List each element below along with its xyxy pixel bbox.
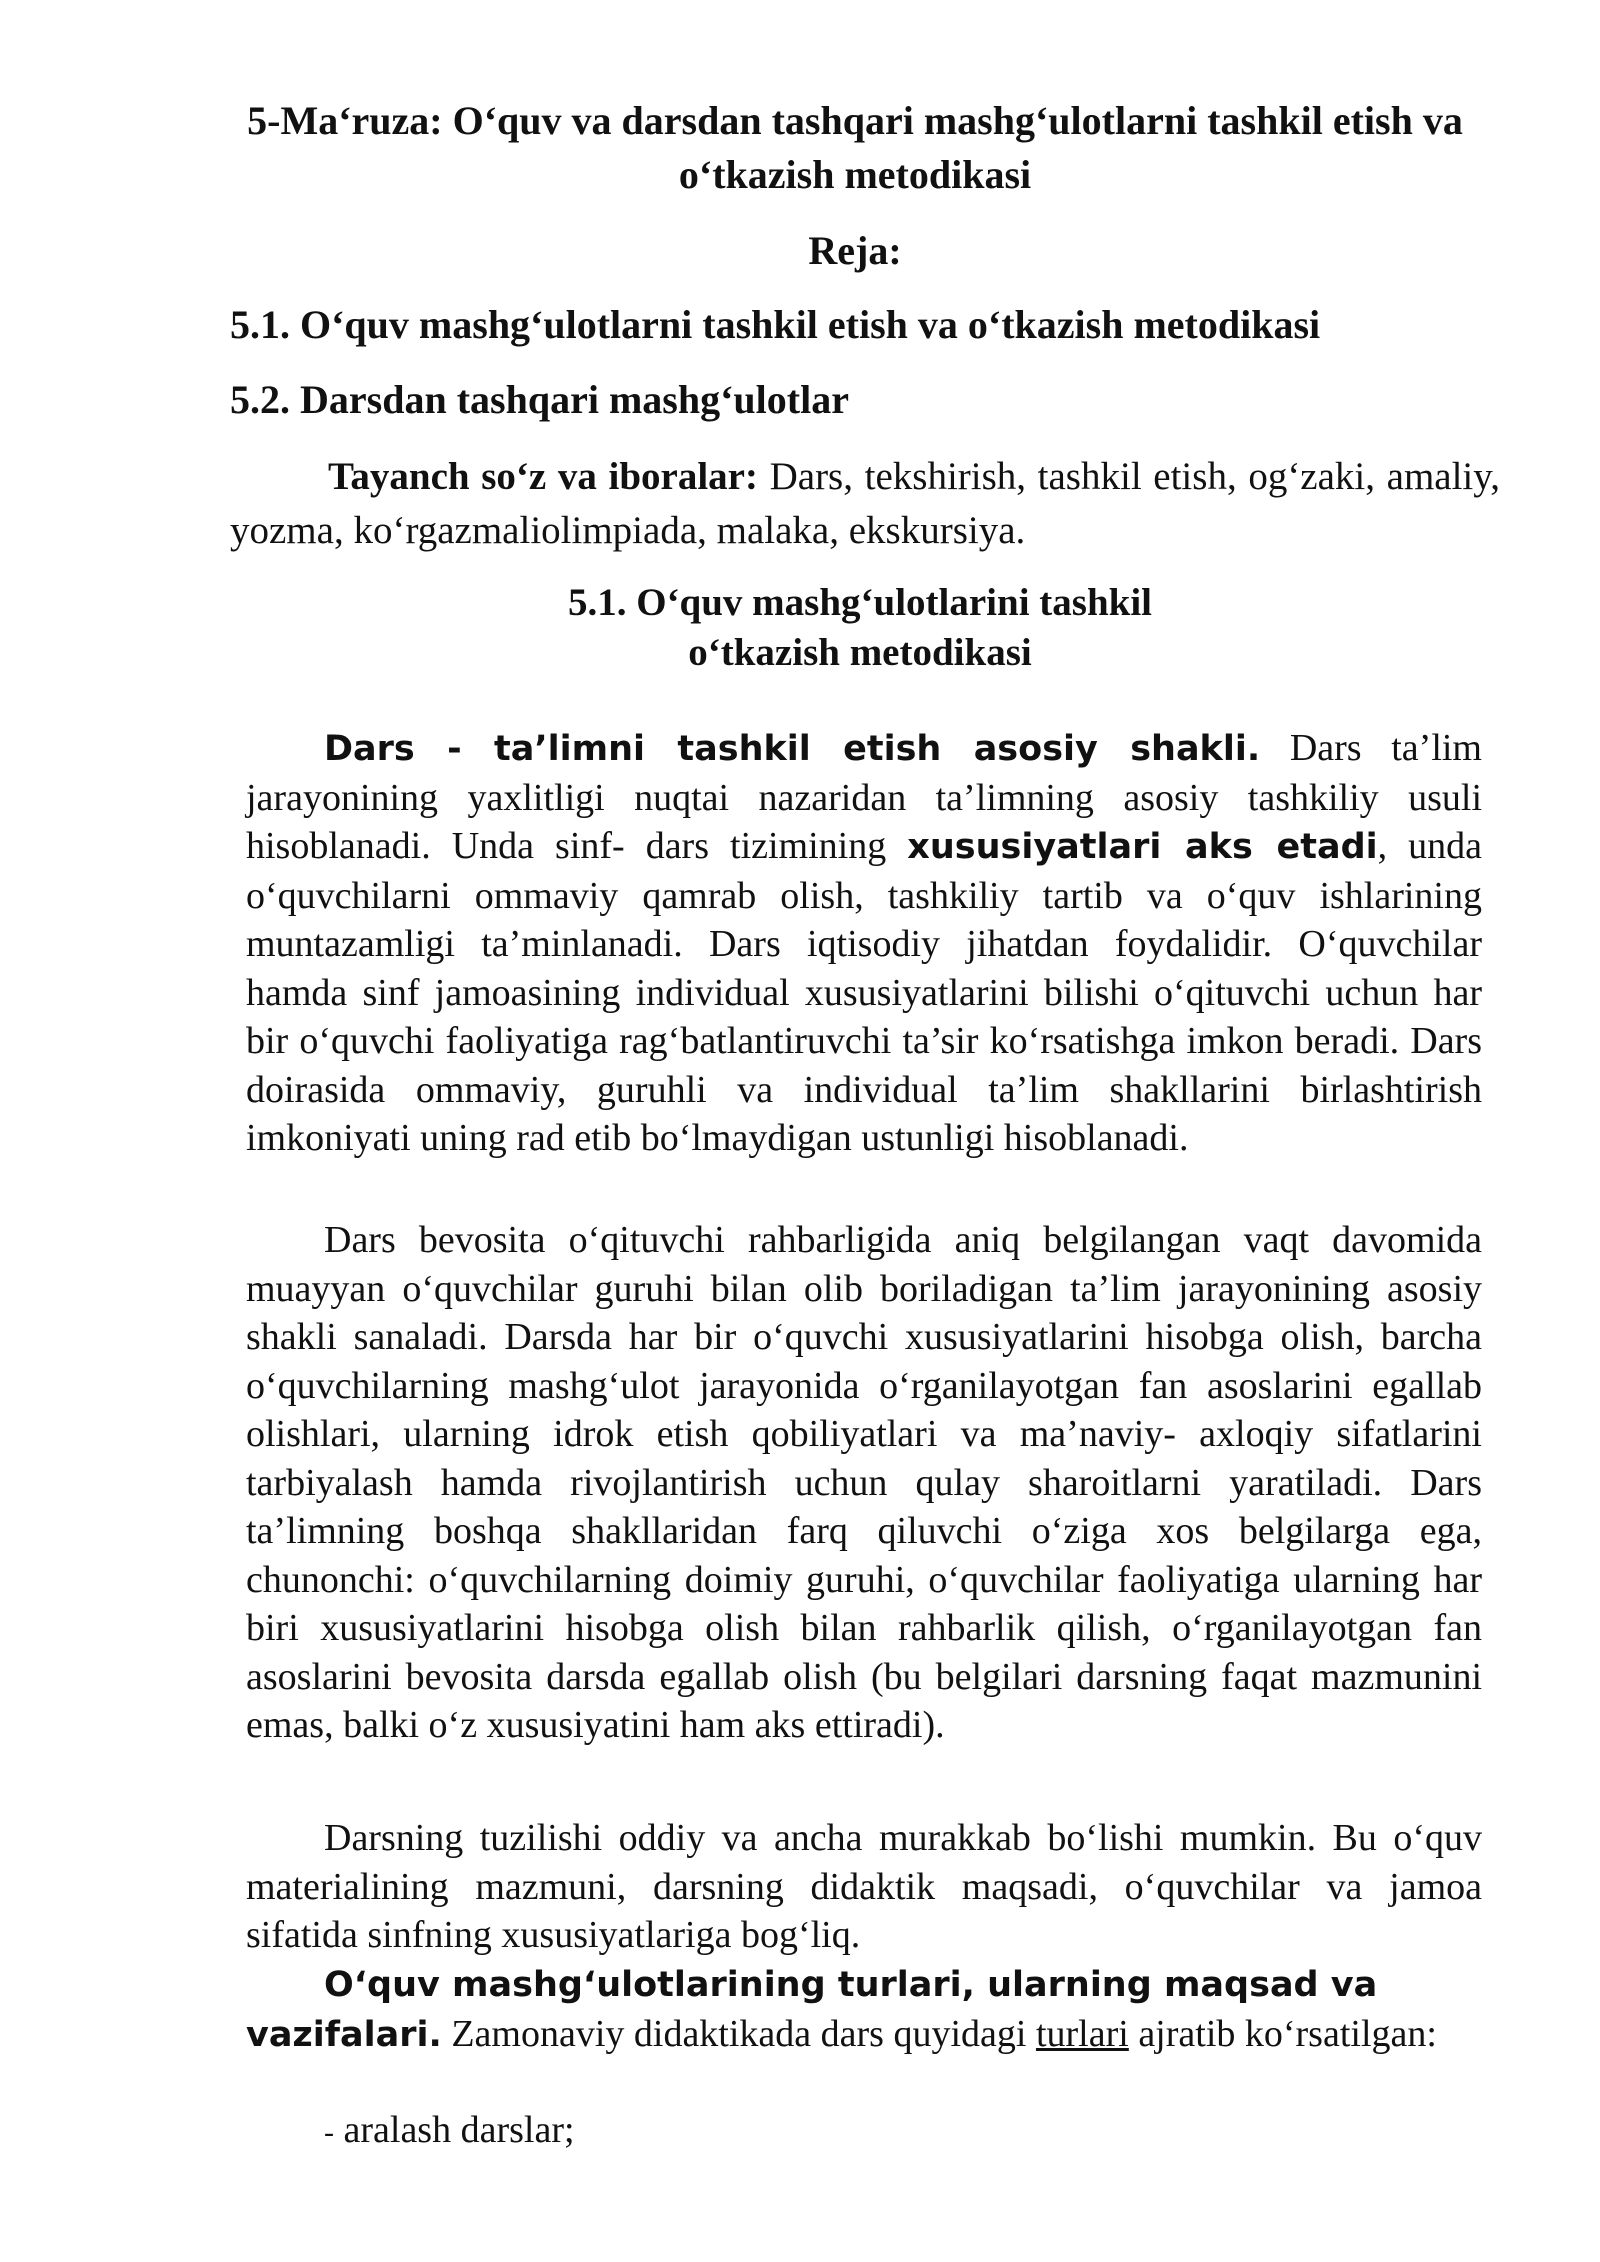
keywords-paragraph bbox=[230, 450, 1500, 558]
keywords-text: Dars, tekshirish, tashkil etish, og‘zaki, amaliy, yozma, ko‘rgazmaliolimpiada, malaka, ekskursiya. bbox=[230, 455, 1500, 552]
list-marker: - bbox=[324, 2116, 334, 2149]
paragraph-4-lead: O‘quv mashg‘ulotlarining turlari, ularning maqsad va vazifalari. bbox=[246, 1965, 1378, 2055]
paragraph-1 bbox=[246, 724, 1482, 1163]
plan-item-1: 5.1. O‘quv mashg‘ulotlarni tashkil etish va o‘tkazish metodikasi bbox=[230, 302, 1321, 347]
list-item-text: aralash darslar; bbox=[343, 2109, 575, 2151]
paragraph-4-text-a: Zamonaviy didaktikada dars quyidagi bbox=[441, 2012, 1036, 2055]
section-heading bbox=[360, 578, 1360, 678]
lecture-title: 5-Ma‘ruza: O‘quv va darsdan tashqari mashg‘ulotlarni tashkil etish va o‘tkazish metodikasi bbox=[247, 98, 1463, 197]
paragraph-1-text-b: , unda o‘quvchilarni ommaviy qamrab olish, tashkiliy tartib va o‘quv ishlarining muntazamligi ta’minlanadi. Dars iqtisodiy jihatdan foydalidir. O‘quvchilar hamda sinf jamoasining individual xususiyatlarini bilishi o‘qituvchi uchun har bir o‘quvchi faoliyatiga rag‘batlantiruvchi ta’sir ko‘rsatishga imkon beradi. Dars doirasida ommaviy, guruhli va individual ta’lim shakllarini birlashtirish imkoniyati uning rad etib bo‘lmaydigan ustunligi hisoblanadi. bbox=[246, 825, 1483, 1159]
keywords-label: Tayanch so‘z va iboralar: bbox=[328, 455, 758, 498]
section-heading-line-1: 5.1. O‘quv mashg‘ulotlarini tashkil bbox=[567, 581, 1153, 624]
list-item bbox=[324, 2106, 575, 2157]
paragraph-3: Darsning tuzilishi oddiy va ancha murakkab bo‘lishi mumkin. Bu o‘quv materialining mazmuni, darsning didaktik maqsadi, o‘quvchilar va jamoa sifatida sinfning xususiyatlariga bog‘liq. bbox=[246, 1817, 1482, 1956]
paragraph-4-text-b: ajratib ko‘rsatilgan: bbox=[1128, 2012, 1437, 2055]
plan-heading: Reja: bbox=[808, 228, 902, 273]
paragraph-2: Dars bevosita o‘qituvchi rahbarligida aniq belgilangan vaqt davomida muayyan o‘quvchilar guruhi bilan olib boriladigan ta’lim jarayonining asosiy shakli sanaladi. Darsda har bir o‘quvchi xususiyatlarini hisobga olish, barcha o‘quvchilarning mashg‘ulot jarayonida o‘rganilayotgan fan asoslarini egallab olishlari, ularning idrok etish qobiliyatlari va ma’naviy- axloqiy sifatlarini tarbiyalash hamda rivojlantirish uchun qulay sharoitlarni yaratiladi. Dars ta’limning boshqa shakllaridan farq qiluvchi o‘ziga xos belgilarga ega, chunonchi: o‘quvchilarning doimiy guruhi, o‘quvchilar faoliyatiga ularning har biri xususiyatlarini hisobga olish bilan rahbarlik qilish, o‘rganilayotgan fan asoslarini bevosita darsda egallab olish (bu belgilari darsning faqat mazmunini emas, balki o‘z xususiyatini ham aks ettiradi). bbox=[246, 1219, 1482, 1746]
paragraph-1-bold-mid: xususiyatlari aks etadi bbox=[907, 827, 1378, 867]
paragraph-1-text-a: Dars ta’lim jarayonining yaxlitligi nuqtai nazaridan ta’limning asosiy tashkiliy usuli hisoblanadi. Unda sinf- dars tizimining bbox=[246, 727, 1482, 867]
paragraph-1-lead: Dars - ta’limni tashkil etish asosiy shakli. bbox=[324, 729, 1261, 769]
paragraph-4 bbox=[246, 1960, 1482, 2059]
paragraph-4-underlined: turlari bbox=[1035, 2012, 1129, 2055]
plan-item-2: 5.2. Darsdan tashqari mashg‘ulotlar bbox=[230, 377, 849, 422]
section-heading-line-2: o‘tkazish metodikasi bbox=[688, 631, 1032, 674]
